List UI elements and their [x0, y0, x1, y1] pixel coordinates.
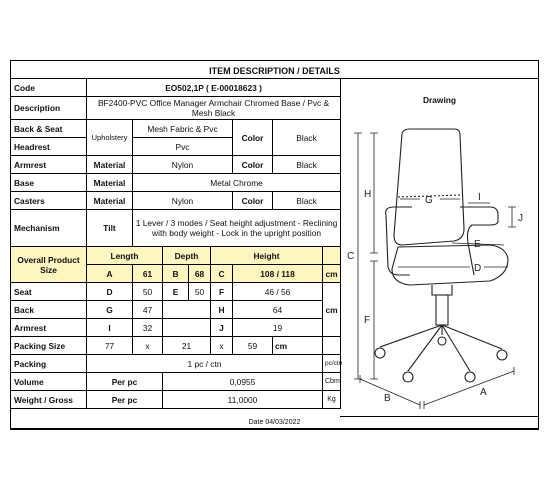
- packing-unit: pc/ctn: [323, 355, 341, 373]
- diagram-letter-f: F: [364, 315, 371, 326]
- dim-length-header: Length: [87, 247, 163, 265]
- diagram-letter-j: J: [518, 213, 523, 224]
- back-seat-color: Black: [273, 120, 341, 156]
- weight-unit: Kg: [323, 391, 341, 409]
- dim-j-letter: J: [211, 319, 233, 337]
- spec-table: [10, 78, 341, 409]
- dim-line-c: [354, 133, 362, 379]
- label-packing: Packing: [11, 355, 87, 373]
- diagram-letter-a: A: [480, 387, 487, 398]
- dim-f-value: 46 / 56: [233, 283, 323, 301]
- weight-value: 11,0000: [163, 391, 323, 409]
- headrest-material: Pvc: [133, 138, 233, 156]
- dim-c-value: 108 / 118: [233, 265, 323, 283]
- label-description: Description: [11, 97, 87, 120]
- dim-a-letter: A: [87, 265, 133, 283]
- packing-value: 1 pc / ctn: [87, 355, 323, 373]
- dim-depth-header: Depth: [163, 247, 211, 265]
- label-headrest: Headrest: [11, 138, 87, 156]
- volume-unit: Cbm: [323, 373, 341, 391]
- dim-line-f: [370, 261, 378, 379]
- volume-value: 0,0955: [163, 373, 323, 391]
- dim-b-value: 68: [189, 265, 211, 283]
- packing-width: 21: [163, 337, 211, 355]
- casters-color: Black: [273, 192, 341, 210]
- casters-material: Nylon: [133, 192, 233, 210]
- dim-g-letter: G: [87, 301, 133, 319]
- dim-c-letter: C: [211, 265, 233, 283]
- label-color-2: Color: [233, 156, 273, 174]
- label-weight: Weight / Gross: [11, 391, 87, 409]
- label-material-3: Material: [87, 192, 133, 210]
- row-armrest: [11, 156, 341, 174]
- mechanism-value: 1 Lever / 3 modes / Seat height adjustment - Reclining with body weight - Lock in the upright position: [133, 210, 341, 247]
- sheet-title: ITEM DESCRIPTION / DETAILS: [209, 66, 340, 76]
- label-armrest-dim: Armrest: [11, 319, 87, 337]
- label-overall-size: Overall Product Size: [11, 247, 87, 283]
- armrest-material: Nylon: [133, 156, 233, 174]
- diagram-letter-i: I: [478, 192, 481, 203]
- row-mechanism: [11, 210, 341, 247]
- dim-a-value: 61: [133, 265, 163, 283]
- label-tilt: Tilt: [87, 210, 133, 247]
- dim-line-j: [508, 207, 516, 227]
- caster-1: [375, 348, 385, 358]
- dim-height-header: Height: [211, 247, 323, 265]
- label-casters: Casters: [11, 192, 87, 210]
- label-color-1: Color: [233, 120, 273, 156]
- packing-size-blank: [323, 337, 341, 355]
- diagram-letter-d: D: [474, 263, 482, 274]
- weight-per: Per pc: [87, 391, 163, 409]
- label-volume: Volume: [11, 373, 87, 391]
- back-seat-material: Mesh Fabric & Pvc: [133, 120, 233, 138]
- label-material-1: Material: [87, 156, 133, 174]
- date-footer: Date 04/03/2022: [10, 417, 539, 429]
- armrest-blank: [163, 319, 211, 337]
- base-material: Metal Chrome: [133, 174, 341, 192]
- chair-base: [380, 325, 502, 371]
- label-color-3: Color: [233, 192, 273, 210]
- packing-height: 59: [233, 337, 273, 355]
- dim-h-value: 64: [233, 301, 323, 319]
- packing-x2: x: [211, 337, 233, 355]
- chair-backrest: [394, 129, 464, 245]
- row-back-seat: [11, 120, 341, 138]
- label-packing-size: Packing Size: [11, 337, 87, 355]
- label-base: Base: [11, 174, 87, 192]
- row-casters: [11, 192, 341, 210]
- back-blank: [163, 301, 211, 319]
- dim-unit-overall: cm: [323, 265, 341, 283]
- label-back: Back: [11, 301, 87, 319]
- label-material-2: Material: [87, 174, 133, 192]
- dim-g-value: 47: [133, 301, 163, 319]
- armrest-color: Black: [273, 156, 341, 174]
- row-seat: [11, 283, 341, 301]
- diagram-letter-b: B: [384, 393, 391, 404]
- label-seat: Seat: [11, 283, 87, 301]
- code-value: EO502,1P ( E-00018623 ): [87, 79, 341, 97]
- label-back-seat: Back & Seat: [11, 120, 87, 138]
- dim-j-value: 19: [233, 319, 323, 337]
- caster-5: [438, 337, 446, 345]
- dim-i-value: 32: [133, 319, 163, 337]
- chair-mechanism: [432, 285, 452, 295]
- dim-line-a: [424, 367, 514, 409]
- caster-2: [403, 372, 413, 382]
- dim-header-blank: [323, 247, 341, 265]
- diagram-letter-c: C: [347, 251, 355, 262]
- chair-gas-lift: [436, 295, 448, 325]
- dim-b-letter: B: [163, 265, 189, 283]
- label-code: Code: [11, 79, 87, 97]
- diagram-letter-e: E: [474, 239, 481, 250]
- packing-x1: x: [133, 337, 163, 355]
- row-base: [11, 174, 341, 192]
- row-armrest-dims: [11, 319, 341, 337]
- row-weight: [11, 391, 341, 409]
- dim-e-letter: E: [163, 283, 189, 301]
- drawing-panel: [340, 78, 539, 417]
- chair-seat: [392, 245, 508, 285]
- chair-drawing: [340, 79, 539, 418]
- diagram-letter-g: G: [425, 195, 433, 206]
- label-armrest: Armrest: [11, 156, 87, 174]
- caster-4: [465, 372, 475, 382]
- dim-h-letter: H: [211, 301, 233, 319]
- dim-f-letter: F: [211, 283, 233, 301]
- volume-per: Per pc: [87, 373, 163, 391]
- dim-unit-parts: cm: [323, 283, 341, 337]
- row-packing: [11, 355, 341, 373]
- chair-armrest: [386, 207, 412, 275]
- row-description: [11, 97, 341, 120]
- row-dims-header: [11, 247, 341, 265]
- dim-d-letter: D: [87, 283, 133, 301]
- caster-3: [497, 350, 507, 360]
- row-code: [11, 79, 341, 97]
- label-mechanism: Mechanism: [11, 210, 87, 247]
- dim-i-letter: I: [87, 319, 133, 337]
- diagram-letter-h: H: [364, 189, 372, 200]
- dim-e-value: 50: [189, 283, 211, 301]
- packing-length: 77: [87, 337, 133, 355]
- packing-size-unit: cm: [273, 337, 323, 355]
- row-volume: [11, 373, 341, 391]
- row-back: [11, 301, 341, 319]
- row-packing-size: [11, 337, 341, 355]
- upholstery-label: Upholstery: [87, 120, 133, 156]
- drawing-label: Drawing: [422, 95, 457, 105]
- dim-d-value: 50: [133, 283, 163, 301]
- description-value: BF2400-PVC Office Manager Armchair Chromed Base / Pvc & Mesh Black: [87, 97, 341, 120]
